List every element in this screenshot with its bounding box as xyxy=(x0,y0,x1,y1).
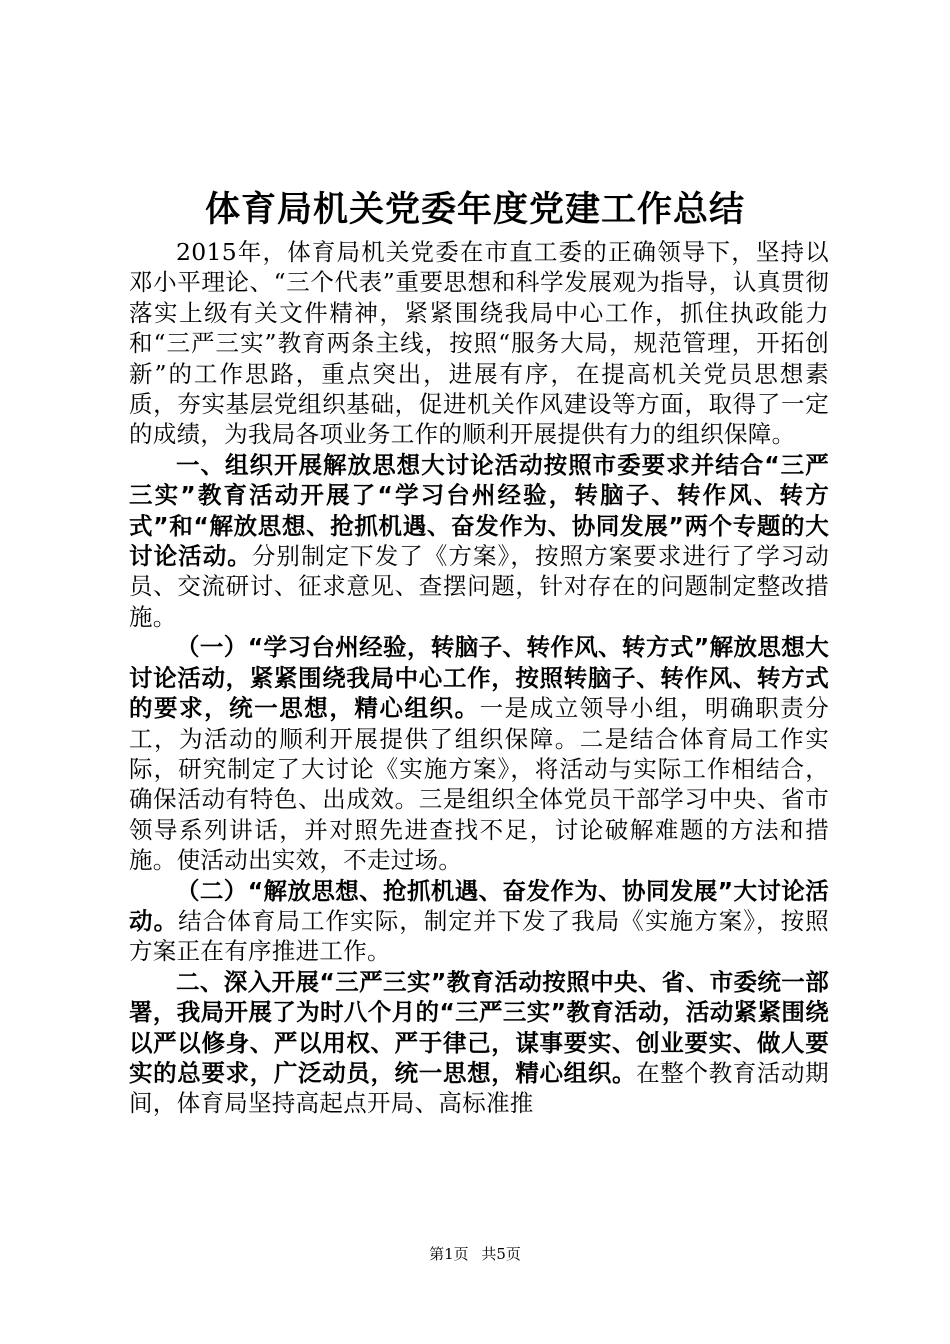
paragraph-lead: 一、组织开展解放思想大讨论活动按照市委要求并结合“三严三实”教育活动开展了“学习台州经验，转脑子、转作风、转方式”和“解放思想、抢抓机遇、奋发作为、协同发展”两个专题的大讨论活动。 xyxy=(129,450,829,571)
paragraph-lead: 二、深入开展“三严三实”教育活动按照中央、省、市委统一部署，我局开展了为时八个月的“三严三实”教育活动，活动紧紧围绕以严以修身、严以用权、严于律己，谋事要实、创业要实、做人要实的总要求，广泛动员，统一思想，精心组织。 xyxy=(129,967,829,1087)
document-body xyxy=(129,237,829,1119)
paragraph-subsection-2 xyxy=(129,876,829,967)
paragraph-text: 一是成立领导小组，明确职责分工，为活动的顺利开展提供了组织保障。二是结合体育局工作实际，研究制定了大讨论《实施方案》，将活动与实际工作相结合，确保活动有特色、出成效。三是组织全体党员干部学习中央、省市领导系列讲话，并对照先进查找不足，讨论破解难题的方法和措施。使活动出实效，不走过场。 xyxy=(129,694,829,875)
document-title: 体育局机关党委年度党建工作总结 xyxy=(204,190,745,230)
paragraph-subsection-1 xyxy=(129,632,829,875)
paragraph-section-2 xyxy=(129,967,829,1119)
page-footer xyxy=(0,1244,950,1264)
paragraph-intro xyxy=(129,237,829,450)
paragraph-lead: （二）“解放思想、抢抓机遇、奋发作为、协同发展”大讨论活动。 xyxy=(129,876,829,935)
paragraph-text: 在整个教育活动期间，体育局坚持高起点开局、高标准推 xyxy=(129,1058,829,1118)
paragraph-section-1 xyxy=(129,450,829,632)
page-total: 共5页 xyxy=(481,1245,521,1263)
paragraph-text: 分别制定下发了《方案》，按照方案要求进行了学习动员、交流研讨、征求意见、查摆问题，针对存在的问题制定整改措施。 xyxy=(129,542,830,631)
page-number: 第1页 xyxy=(429,1245,469,1263)
paragraph-text: 结合体育局工作实际，制定并下发了我局《实施方案》，按照方案正在有序推进工作。 xyxy=(129,906,829,966)
paragraph-text: 2015年，体育局机关党委在市直工委的正确领导下，坚持以邓小平理论、“三个代表”重要思想和科学发展观为指导，认真贯彻落实上级有关文件精神，紧紧围绕我局中心工作，抓住执政能力和“三严三实”教育两条主线，按照“服务大局，规范管理，开拓创新”的工作思路，重点突出，进展有序，在提高机关党员思想素质，夯实基层党组织基础，促进机关作风建设等方面，取得了一定的成绩，为我局各项业务工作的顺利开展提供有力的组织保障。 xyxy=(129,238,829,449)
paragraph-lead: （一）“学习台州经验，转脑子、转作风、转方式”解放思想大讨论活动，紧紧围绕我局中心工作，按照转脑子、转作风、转方式的要求，统一思想，精心组织。 xyxy=(129,633,829,723)
